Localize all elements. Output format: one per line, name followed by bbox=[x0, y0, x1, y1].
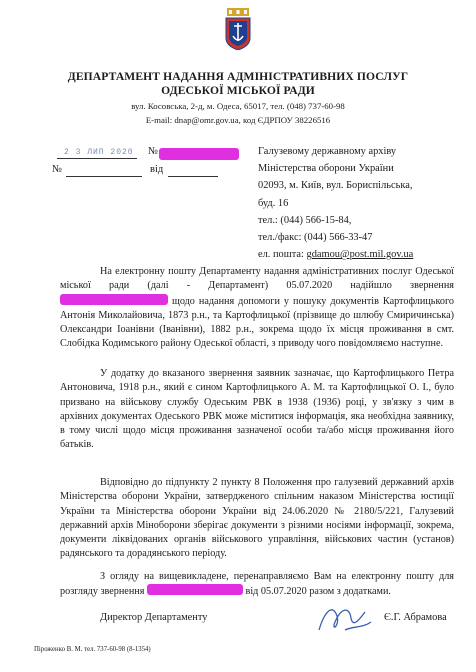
date-underline bbox=[57, 158, 137, 159]
redacted-reg-number bbox=[159, 148, 239, 160]
signatory-position: Директор Департаменту bbox=[100, 612, 208, 623]
paragraph-1 bbox=[60, 265, 454, 352]
paragraph-2-text: У додатку до вказаного звернення заявник зазначає, що Картофлицького Петра Антоновича, 1918 р.н., який є сином Картофлицького А. М. та Картофлицької О. І., було призвано на військову службу Одеським РВК в 1938 (1936) році, у зв'язку з чим в архівних документах Одеського РВК може міститися інформація, яка необхідна заявнику, в тому числі щодо місця проживання зазначеної особи та/або місця проживання його батьків. bbox=[60, 368, 454, 451]
recipient-line: тел./факс: (044) 566-33-47 bbox=[258, 232, 373, 244]
paragraph-4-text-a: З огляду на вищевикладене, перенаправляємо Вам на електронну пошту для розгляду звернення bbox=[60, 571, 454, 598]
incoming-number-line bbox=[66, 176, 142, 177]
paragraph-1-text-a: На електронну пошту Департаменту надання адміністративних послуг Одеської міської ради (далі - Департамент) 05.07.2020 надійшло звернення bbox=[60, 266, 454, 292]
registration-date-stamp: 2 3 ЛИП 2020 bbox=[64, 148, 134, 157]
department-contact: E-mail: dnap@omr.gov.ua, код ЄДРПОУ 38226516 bbox=[145, 115, 331, 125]
recipient-email-link[interactable]: gdamou@post.mil.gov.ua bbox=[306, 249, 414, 261]
recipient-line: Міністерства оборони України bbox=[258, 163, 394, 175]
redacted-applicant-name bbox=[60, 294, 168, 305]
recipient-email-line bbox=[258, 246, 413, 263]
email-label: ел. пошта: bbox=[258, 249, 304, 261]
incoming-number-label: № bbox=[52, 164, 63, 175]
recipient-line: Галузевому державному архіву bbox=[258, 146, 397, 157]
paragraph-3-text: Відповідно до підпункту 2 пункту 8 Положення про галузевий державний архів Міністерства оборони України, затвердженого спільним наказом Міністерства юстиції України та Міністерства оборони України від 24.06.2020 № 2180/5/221, Галузевий державний архів Міноборони зберігає документи з різними носіями інформації, зокрема, документи ліквідованих органів військового управління, військових частин (установ) радянського та дорадянського періоду. bbox=[60, 477, 454, 560]
reg-number-label: № bbox=[148, 146, 159, 157]
department-address: вул. Косовська, 2-д, м. Одеса, 65017, тел. (048) 737-60-98 bbox=[131, 101, 345, 111]
incoming-date-line bbox=[168, 176, 218, 177]
department-title: ДЕПАРТАМЕНТ НАДАННЯ АДМІНІСТРАТИВНИХ ПОСЛУГ bbox=[67, 70, 409, 83]
odesa-coat-of-arms-icon bbox=[224, 8, 252, 50]
paragraph-4 bbox=[60, 570, 454, 600]
redacted-request-number bbox=[147, 584, 243, 595]
paragraph-3 bbox=[60, 476, 454, 562]
recipient-line: буд. 16 bbox=[258, 197, 289, 209]
signatory-name: Є.Г. Абрамова bbox=[384, 612, 447, 623]
handwritten-signature bbox=[315, 600, 375, 636]
paragraph-1-text-b: щодо надання допомоги у пошуку документів Картофлицького Антонія Миколайовича, 1873 р.н., та Картофлицької (прізвище до шлюбу Смиричинська) Олександри Іоанівни (Іванівни), 1882 р.н., зокрема щодо їх місця проживання в смт. Слобідка Кодимського району Одеської області, з приводу чого повідомляємо наступне. bbox=[60, 295, 454, 350]
paragraph-2 bbox=[60, 367, 454, 453]
executor-note: Піроженко В. М. тел. 737-60-98 (8-1354) bbox=[34, 646, 151, 653]
council-title: ОДЕСЬКОЇ МІСЬКОЇ РАДИ bbox=[161, 84, 315, 97]
paragraph-4-text-b: від 05.07.2020 разом з додатками. bbox=[245, 586, 391, 598]
recipient-block bbox=[258, 143, 413, 263]
recipient-line: тел.: (044) 566-15-84, bbox=[258, 214, 352, 226]
incoming-date-label: від bbox=[150, 164, 164, 175]
recipient-line: 02093, м. Київ, вул. Бориспільська, bbox=[258, 180, 413, 192]
